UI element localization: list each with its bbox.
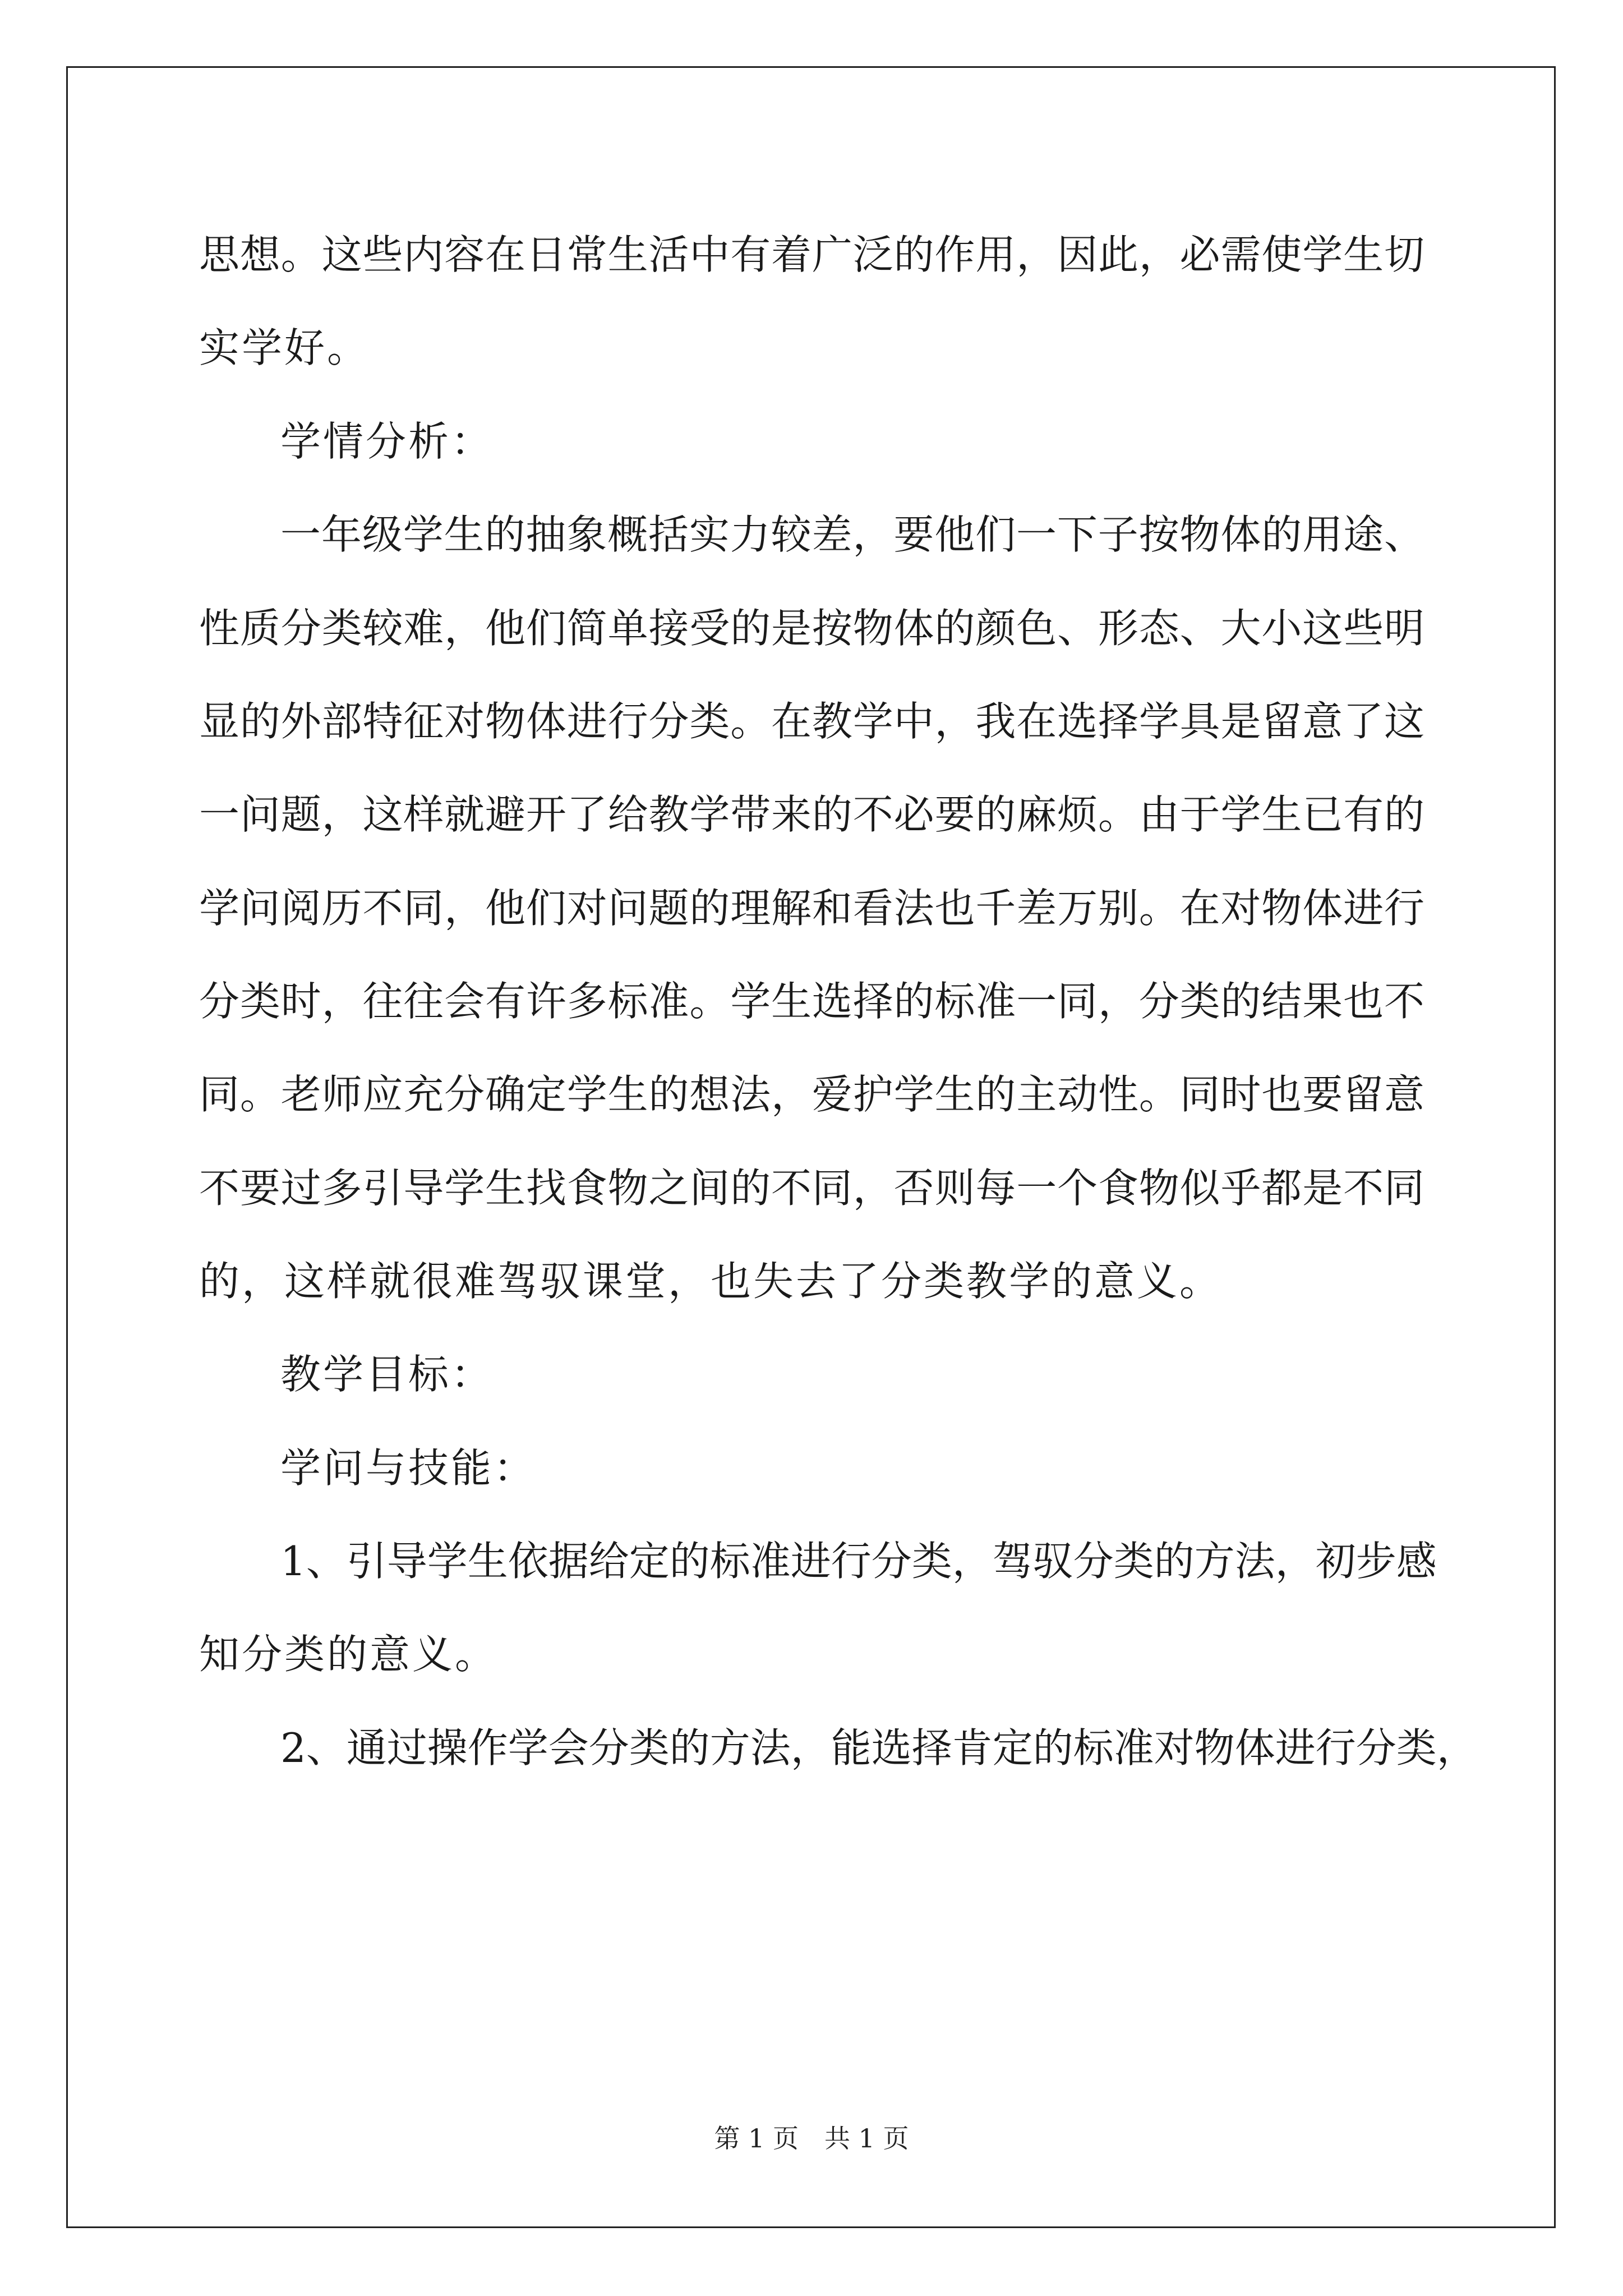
body-line-4: 一年级学生的抽象概括实力较差，要他们一下子按物体的用途、 <box>280 511 1424 558</box>
subsection-heading-knowledge-skills: 学问与技能： <box>280 1444 537 1492</box>
page-border <box>66 66 1556 2228</box>
section-heading-teaching-goals: 教学目标： <box>280 1351 494 1398</box>
body-line-9: 分类时，往往会有许多标准。学生选择的标准一同，分类的结果也不 <box>199 978 1424 1025</box>
list-item-1-line-1: 1、引导学生依据给定的标准进行分类，驾驭分类的方法，初步感 <box>280 1538 1437 1585</box>
body-line-2: 实学好。 <box>199 324 370 371</box>
body-line-11: 不要过多引导学生找食物之间的不同，否则每一个食物似乎都是不同 <box>199 1165 1424 1212</box>
list-item-1-line-2: 知分类的意义。 <box>199 1631 498 1678</box>
body-line-1: 思想。这些内容在日常生活中有着广泛的作用，因此，必需使学生切 <box>199 231 1424 278</box>
body-line-7: 一问题，这样就避开了给教学带来的不必要的麻烦。由于学生已有的 <box>199 791 1424 838</box>
body-line-12: 的，这样就很难驾驭课堂，也失去了分类教学的意义。 <box>199 1258 1223 1305</box>
body-line-6: 显的外部特征对物体进行分类。在教学中，我在选择学具是留意了这 <box>199 698 1424 745</box>
body-line-8: 学问阅历不同，他们对问题的理解和看法也千差万别。在对物体进行 <box>199 885 1424 932</box>
body-line-10: 同。老师应充分确定学生的想法，爱护学生的主动性。同时也要留意 <box>199 1071 1424 1118</box>
section-heading-student-analysis: 学情分析： <box>280 418 494 465</box>
page-footer: 第 1 页 共 1 页 <box>714 2123 909 2154</box>
list-item-2-line-1: 2、通过操作学会分类的方法，能选择肯定的标准对物体进行分类， <box>280 1724 1477 1772</box>
body-line-5: 性质分类较难，他们简单接受的是按物体的颜色、形态、大小这些明 <box>199 605 1424 652</box>
